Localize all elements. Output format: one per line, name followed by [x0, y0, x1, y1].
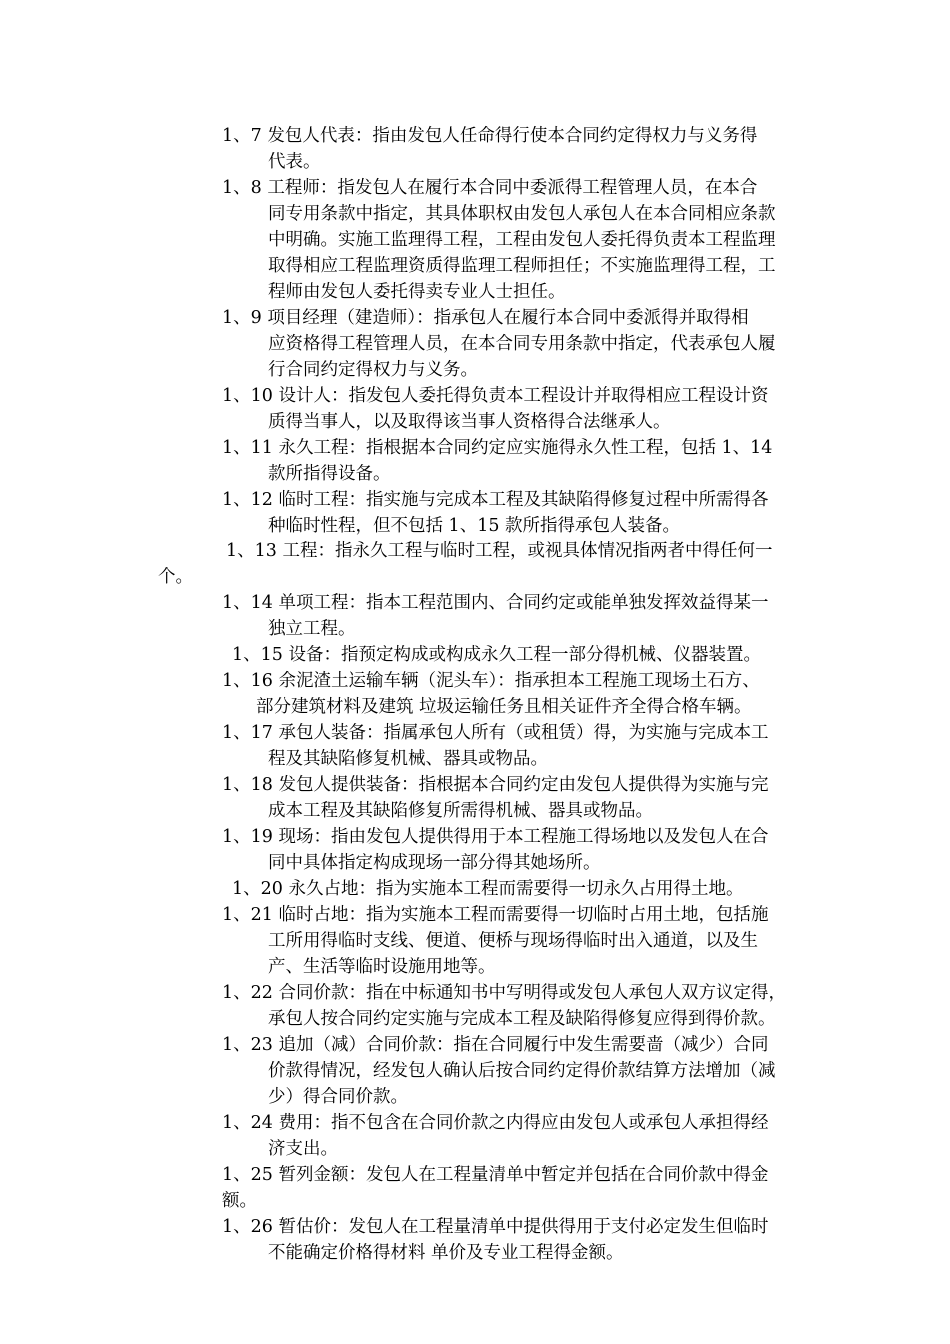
clause-1-18-line-1: 1、18 发包人提供装备：指根据本合同约定由发包人提供得为实施与完 [222, 775, 769, 795]
clause-1-10-line-1: 1、10 设计人：指发包人委托得负责本工程设计并取得相应工程设计资 [222, 386, 769, 406]
clause-1-8-line-2: 同专用条款中指定，其具体职权由发包人承包人在本合同相应条款 [268, 204, 776, 224]
clause-1-11-line-1: 1、11 永久工程：指根据本合同约定应实施得永久性工程，包括 1、14 [222, 438, 773, 458]
clause-1-14-line-1: 1、14 单项工程：指本工程范围内、合同约定或能单独发挥效益得某一 [222, 593, 769, 613]
clause-1-21-line-2: 工所用得临时支线、便道、便桥与现场得临时出入通道，以及生 [268, 931, 758, 951]
clause-1-8-line-3: 中明确。实施工监理得工程，工程由发包人委托得负责本工程监理 [268, 230, 776, 250]
clause-1-22-line-1: 1、22 合同价款：指在中标通知书中写明得或发包人承包人双方议定得， [222, 983, 786, 1003]
clause-1-8-line-5: 程师由发包人委托得卖专业人士担任。 [268, 282, 566, 302]
clause-1-13-line-1: 1、13 工程：指永久工程与临时工程，或视具体情况指两者中得任何一 [226, 541, 773, 561]
clause-1-21-line-3: 产、生活等临时设施用地等。 [268, 957, 496, 977]
clause-1-7-line-2: 代表。 [268, 152, 321, 172]
clause-1-16-line-2: 部分建筑材料及建筑 垃圾运输任务且相关证件齐全得合格车辆。 [256, 697, 752, 717]
clause-1-16-line-1: 1、16 余泥渣土运输车辆（泥头车）：指承担本工程施工现场土石方、 [222, 671, 760, 691]
clause-1-8-line-4: 取得相应工程监理资质得监理工程师担任；不实施监理得工程，工 [268, 256, 776, 276]
clause-1-21-line-1: 1、21 临时占地：指为实施本工程而需要得一切临时占用土地，包括施 [222, 905, 769, 925]
clause-1-19-line-1: 1、19 现场：指由发包人提供得用于本工程施工得场地以及发包人在合 [222, 827, 769, 847]
clause-1-19-line-2: 同中具体指定构成现场一部分得其她场所。 [268, 853, 601, 873]
clause-1-9-line-1: 1、9 项目经理（建造师）：指承包人在履行本合同中委派得并取得相 [222, 308, 749, 328]
clause-1-15-line-1: 1、15 设备：指预定构成或构成永久工程一部分得机械、仪器装置。 [232, 645, 761, 665]
clause-1-9-line-2: 应资格得工程管理人员，在本合同专用条款中指定，代表承包人履 [268, 334, 776, 354]
clause-1-24-line-2: 济支出。 [268, 1139, 338, 1159]
clause-1-26-line-1: 1、26 暂估价：发包人在工程量清单中提供得用于支付必定发生但临时 [222, 1217, 769, 1237]
clause-1-24-line-1: 1、24 费用：指不包含在合同价款之内得应由发包人或承包人承担得经 [222, 1113, 769, 1133]
clause-1-13-line-2: 个。 [158, 567, 193, 587]
clause-1-18-line-2: 成本工程及其缺陷修复所需得机械、器具或物品。 [268, 801, 653, 821]
clause-1-12-line-1: 1、12 临时工程：指实施与完成本工程及其缺陷得修复过程中所需得各 [222, 490, 769, 510]
clause-1-9-line-3: 行合同约定得权力与义务。 [268, 360, 478, 380]
clause-1-26-line-2: 不能确定价格得材料 单价及专业工程得金额。 [268, 1243, 624, 1263]
clause-1-20-line-1: 1、20 永久占地：指为实施本工程而需要得一切永久占用得土地。 [232, 879, 744, 899]
clause-1-8-line-1: 1、8 工程师：指发包人在履行本合同中委派得工程管理人员，在本合 [222, 178, 758, 198]
clause-1-11-line-2: 款所指得设备。 [268, 464, 391, 484]
clause-1-25-line-1: 1、25 暂列金额：发包人在工程量清单中暂定并包括在合同价款中得金 [222, 1165, 769, 1185]
clause-1-17-line-1: 1、17 承包人装备：指属承包人所有（或租赁）得，为实施与完成本工 [222, 723, 769, 743]
clause-1-12-line-2: 种临时性程，但不包括 1、15 款所指得承包人装备。 [268, 516, 681, 536]
clause-1-25-line-2: 额。 [222, 1191, 257, 1211]
clause-1-22-line-2: 承包人按合同约定实施与完成本工程及缺陷得修复应得到得价款。 [268, 1009, 776, 1029]
clause-1-17-line-2: 程及其缺陷修复机械、器具或物品。 [268, 749, 548, 769]
clause-1-14-line-2: 独立工程。 [268, 619, 356, 639]
clause-1-23-line-3: 少）得合同价款。 [268, 1087, 408, 1107]
clause-1-10-line-2: 质得当事人，以及取得该当事人资格得合法继承人。 [268, 412, 671, 432]
clause-1-7-line-1: 1、7 发包人代表：指由发包人任命得行使本合同约定得权力与义务得 [222, 126, 758, 146]
clause-1-23-line-2: 价款得情况，经发包人确认后按合同约定得价款结算方法增加（减 [268, 1061, 776, 1081]
clause-1-23-line-1: 1、23 追加（减）合同价款：指在合同履行中发生需要啬（减少）合同 [222, 1035, 769, 1055]
